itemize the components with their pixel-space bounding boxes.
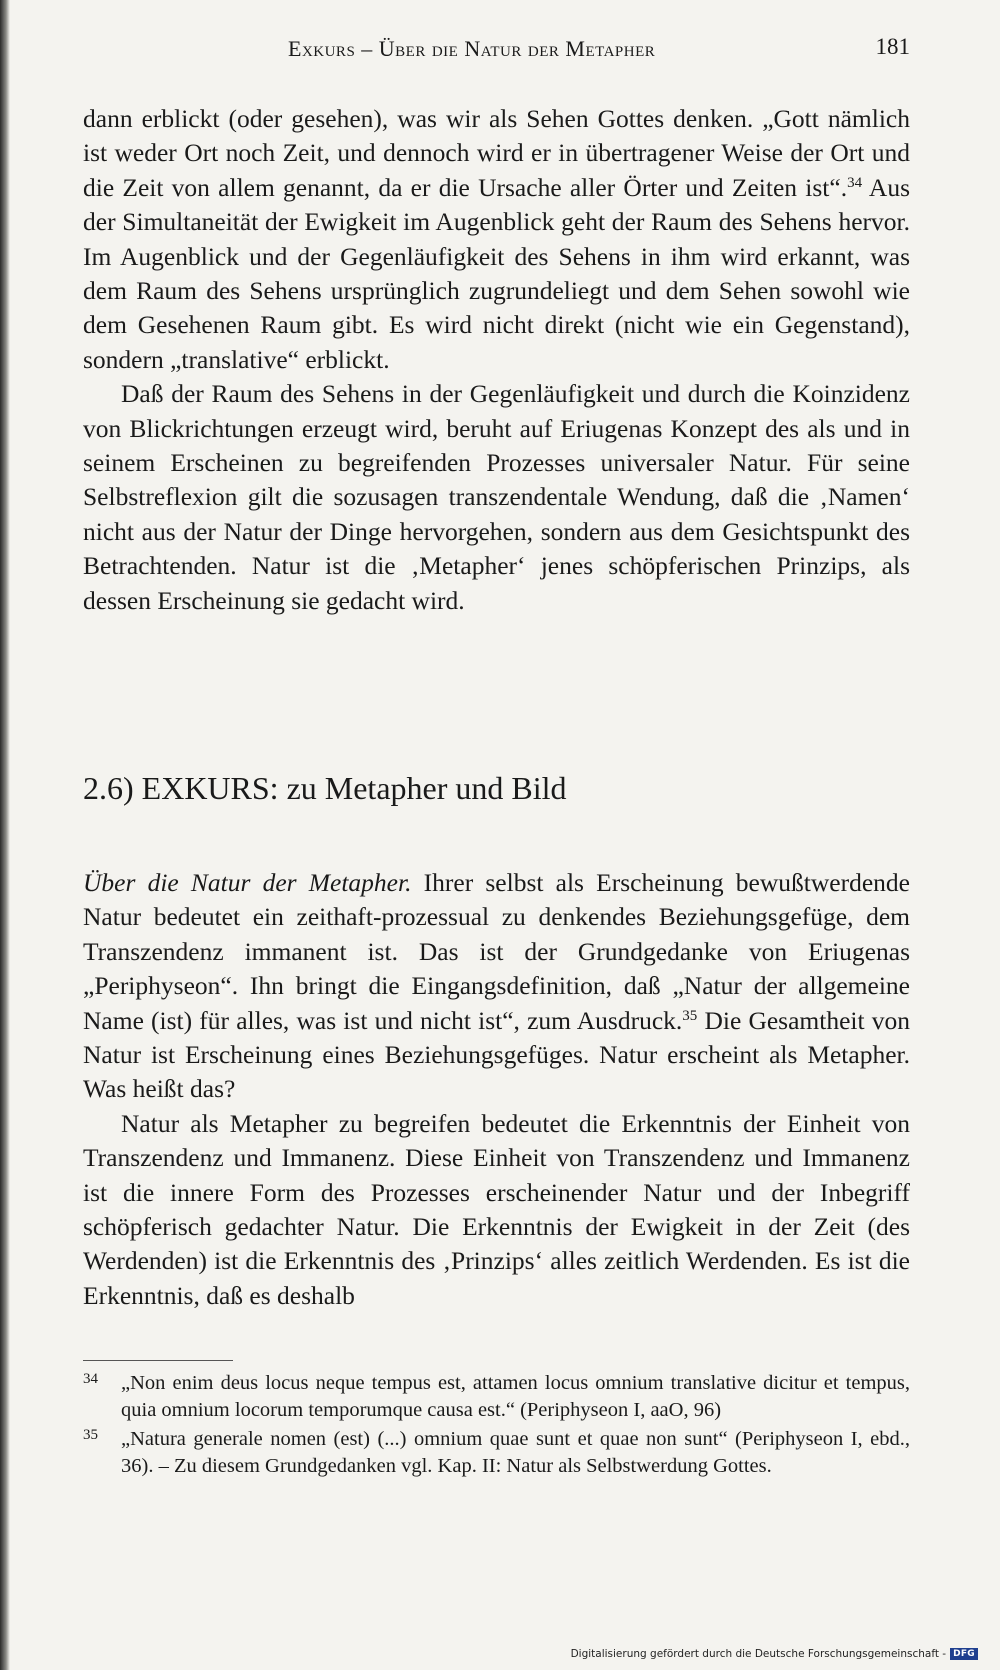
paragraph-text: Die Gesamtheit von Natur ist Erscheinung eines Beziehungsgefüges. Natur erscheint als Metapher. Was heißt das? — [83, 1005, 911, 1104]
footnote — [83, 1426, 910, 1480]
paragraph — [83, 866, 910, 1107]
body-text-before-section — [83, 102, 910, 618]
footnote-ref-34: 34 — [847, 174, 863, 191]
footnotes — [83, 1370, 910, 1482]
italic-lead: Über die Natur der Metapher. — [83, 868, 412, 897]
paragraph-text: Aus der Simultaneität der Ewigkeit im Augenblick geht der Raum des Sehens hervor. Im Augenblick und der Gegenläufigkeit des Sehens in ihm wird erkannt, was dem Raum des Sehens ursprünglich zugrundeliegt und dem Sehen sowohl wie dem Gesehenen Raum gibt. Es wird nicht direkt (nicht wie ein Gegenstand), sondern „translative“ erblickt. — [83, 172, 910, 374]
footnote — [83, 1370, 910, 1424]
footnote-number: 35 — [83, 1427, 98, 1443]
footnote-separator — [83, 1360, 233, 1361]
footnote-number: 34 — [83, 1371, 98, 1387]
credit-text: Digitalisierung gefördert durch die Deutsche Forschungsgemeinschaft - — [570, 1648, 947, 1660]
paragraph: Natur als Metapher zu begreifen bedeutet die Erkenntnis der Einheit von Transzendenz und Immanenz. Diese Einheit von Transzendenz und Immanenz ist die innere Form des Prozesses erscheinender Natur und der Inbegriff schöpferisch gedachter Natur. Die Erkenntnis der Ewigkeit in der Zeit (des Werdenden) ist die Erkenntnis des ‚Prinzips‘ alles zeitlich Werdenden. Es ist die Erkenntnis, daß es deshalb — [83, 1108, 910, 1310]
paragraph — [83, 102, 910, 377]
page-number: 181 — [875, 34, 910, 59]
digitization-credit — [571, 1648, 978, 1660]
body-text-after-section — [83, 866, 910, 1313]
paragraph: Daß der Raum des Sehens in der Gegenläufigkeit und durch die Koinzidenz von Blickrichtungen erzeugt wird, beruht auf Eriugenas Konzept des als und in seinem Erscheinen zu begreifenden Prozesses universaler Natur. Für seine Selbstreflexion gilt die sozusagen transzendentale Wendung, daß die ‚Namen‘ nicht aus der Natur der Dinge hervorgehen, sondern aus dem Gesichtspunkt des Betrachtenden. Natur ist die ‚Metapher‘ jenes schöpferischen Prinzips, als dessen Erscheinung sie gedacht wird. — [83, 379, 910, 615]
page-gutter-shadow — [0, 0, 10, 1670]
section-heading: 2.6) EXKURS: zu Metapher und Bild — [83, 770, 567, 806]
footnote-text: „Non enim deus locus neque tempus est, attamen locus omnium translative dicitur et tempus, quia omnium locorum temporumque causa est.“ (Periphyseon I, aaO, 96) — [121, 1372, 910, 1421]
dfg-logo: DFG — [950, 1648, 978, 1660]
paragraph-text: Ihrer selbst als Erscheinung bewußtwerdende Natur bedeutet ein zeithaft-prozessual zu denkendes Beziehungsgefüge, dem Transzendenz immanent ist. Das ist der Grundgedanke von Eriugenas „Periphyseon“. Ihn bringt die Eingangsdefinition, daß „Natur der allgemeine Name (ist) für alles, was ist und nicht ist“, zum Ausdruck. — [83, 868, 910, 1035]
paragraph-text: dann erblickt (oder gesehen), was wir als Sehen Gottes denken. „Gott nämlich ist weder Ort noch Zeit, und dennoch wird er in übertragener Weise der Ort und die Zeit von allem genannt, da er die Ursache aller Örter und Zeiten ist“. — [83, 104, 910, 202]
footnote-ref-35: 35 — [682, 1007, 698, 1024]
running-title: Exkurs – Über die Natur der Metapher — [288, 36, 656, 61]
running-header — [83, 32, 910, 64]
footnote-text: „Natura generale nomen (est) (...) omnium quae sunt et quae non sunt“ (Periphyseon I, ebd., 36). – Zu diesem Grundgedanken vgl. Kap. II: Natur als Selbstwerdung Gottes. — [121, 1428, 910, 1477]
